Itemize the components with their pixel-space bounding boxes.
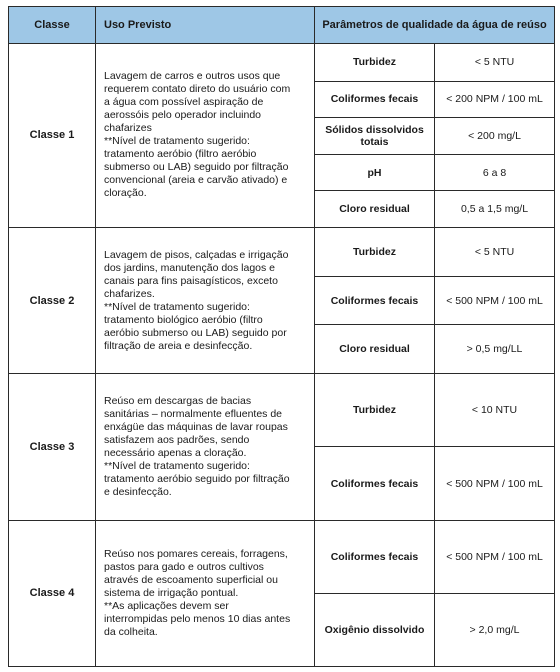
- parameter-name-cell: Turbidez: [315, 227, 435, 276]
- uso-line: Lavagem de pisos, calçadas e irrigação: [104, 248, 289, 261]
- classe-cell: Classe 2: [9, 227, 96, 373]
- uso-line: e desinfecção.: [104, 485, 172, 498]
- uso-line: cloração.: [104, 187, 147, 200]
- header-uso-previsto: Uso Previsto: [96, 7, 315, 44]
- uso-line: filtração de areia e desinfecção.: [104, 339, 253, 352]
- uso-line: sanitárias – normalmente efluentes de: [104, 407, 283, 420]
- parameter-name-cell: Coliformes fecais: [315, 447, 435, 520]
- parameter-value-cell: < 500 NPM / 100 mL: [435, 276, 555, 325]
- uso-line: tratamento biológico aeróbio (filtro: [104, 313, 263, 326]
- uso-line: aeróbio submerso ou LAB) seguido por: [104, 326, 287, 339]
- uso-line: chafarizes: [104, 122, 152, 135]
- uso-line: através de escoamento superficial ou: [104, 573, 278, 586]
- uso-line: Reúso nos pomares cereais, forragens,: [104, 547, 288, 560]
- parameter-name-cell: Oxigênio dissolvido: [315, 593, 435, 666]
- parameter-name-cell: Sólidos dissolvidos totais: [315, 118, 435, 155]
- uso-line: sistema de irrigação pontual.: [104, 586, 239, 599]
- parameter-value-cell: < 200 mg/L: [435, 118, 555, 155]
- table-row: [9, 227, 555, 276]
- classe-cell: Classe 1: [9, 44, 96, 228]
- uso-line: da colheita.: [104, 625, 158, 638]
- parameter-name-cell: Turbidez: [315, 44, 435, 82]
- uso-line: Reúso em descargas de bacias: [104, 394, 252, 407]
- uso-line: tratamento aeróbio seguido por filtração: [104, 472, 290, 485]
- uso-line: pastos para gado e outros cultivos: [104, 560, 264, 573]
- table-row: [9, 44, 555, 82]
- table-body: [9, 44, 555, 667]
- parameter-name-cell: Coliformes fecais: [315, 520, 435, 593]
- uso-line: necessário apenas a cloração.: [104, 446, 247, 459]
- parameter-value-cell: 6 a 8: [435, 154, 555, 191]
- uso-line: submerso ou LAB) seguido por filtração: [104, 161, 289, 174]
- header-row: [9, 7, 555, 44]
- parameter-name-cell: Turbidez: [315, 374, 435, 447]
- parameter-value-cell: < 500 NPM / 100 mL: [435, 447, 555, 520]
- classe-cell: Classe 3: [9, 374, 96, 520]
- uso-line: requerem contato direto do usuário com: [104, 83, 291, 96]
- classe-cell: Classe 4: [9, 520, 96, 666]
- uso-line: convencional (areia e carvão ativado) e: [104, 174, 288, 187]
- parameter-value-cell: < 500 NPM / 100 mL: [435, 520, 555, 593]
- parameter-name-cell: Coliformes fecais: [315, 81, 435, 118]
- table-row: [9, 520, 555, 593]
- uso-line: aerossóis pelo operador incluindo: [104, 109, 262, 122]
- parameter-value-cell: < 10 NTU: [435, 374, 555, 447]
- parameter-value-cell: < 5 NTU: [435, 227, 555, 276]
- uso-line: interrompidas pelo menos 10 dias antes: [104, 612, 291, 625]
- uso-line: **Nível de tratamento sugerido:: [104, 135, 250, 148]
- uso-line: **Nível de tratamento sugerido:: [104, 459, 250, 472]
- uso-line: tratamento aeróbio (filtro aeróbio: [104, 148, 257, 161]
- header-classe: Classe: [9, 7, 96, 44]
- parameter-name-cell: Coliformes fecais: [315, 276, 435, 325]
- parameter-name-cell: Cloro residual: [315, 325, 435, 374]
- parameter-value-cell: 0,5 a 1,5 mg/L: [435, 191, 555, 228]
- parameter-value-cell: > 0,5 mg/LL: [435, 325, 555, 374]
- uso-line: canais para fins paisagísticos, exceto: [104, 274, 278, 287]
- uso-line: **Nível de tratamento sugerido:: [104, 300, 250, 313]
- uso-line: dos jardins, manutenção dos lagos e: [104, 261, 276, 274]
- uso-previsto-cell: [96, 44, 315, 228]
- table-row: [9, 374, 555, 447]
- parameter-value-cell: < 5 NTU: [435, 44, 555, 82]
- parameter-value-cell: > 2,0 mg/L: [435, 593, 555, 666]
- reuse-quality-table: [8, 6, 555, 667]
- uso-line: Lavagem de carros e outros usos que: [104, 70, 281, 83]
- uso-previsto-cell: [96, 227, 315, 373]
- parameter-name-cell: pH: [315, 154, 435, 191]
- uso-line: a água com possível aspiração de: [104, 96, 264, 109]
- uso-line: enxágüe das máquinas de lavar roupas: [104, 420, 288, 433]
- uso-previsto-cell: [96, 374, 315, 520]
- uso-line: **As aplicações devem ser: [104, 599, 229, 612]
- header-parametros: Parâmetros de qualidade da água de reúso: [315, 7, 555, 44]
- uso-line: satisfazem aos padrões, sendo: [104, 433, 250, 446]
- uso-previsto-cell: [96, 520, 315, 666]
- parameter-value-cell: < 200 NPM / 100 mL: [435, 81, 555, 118]
- uso-line: chafarizes.: [104, 287, 155, 300]
- parameter-name-cell: Cloro residual: [315, 191, 435, 228]
